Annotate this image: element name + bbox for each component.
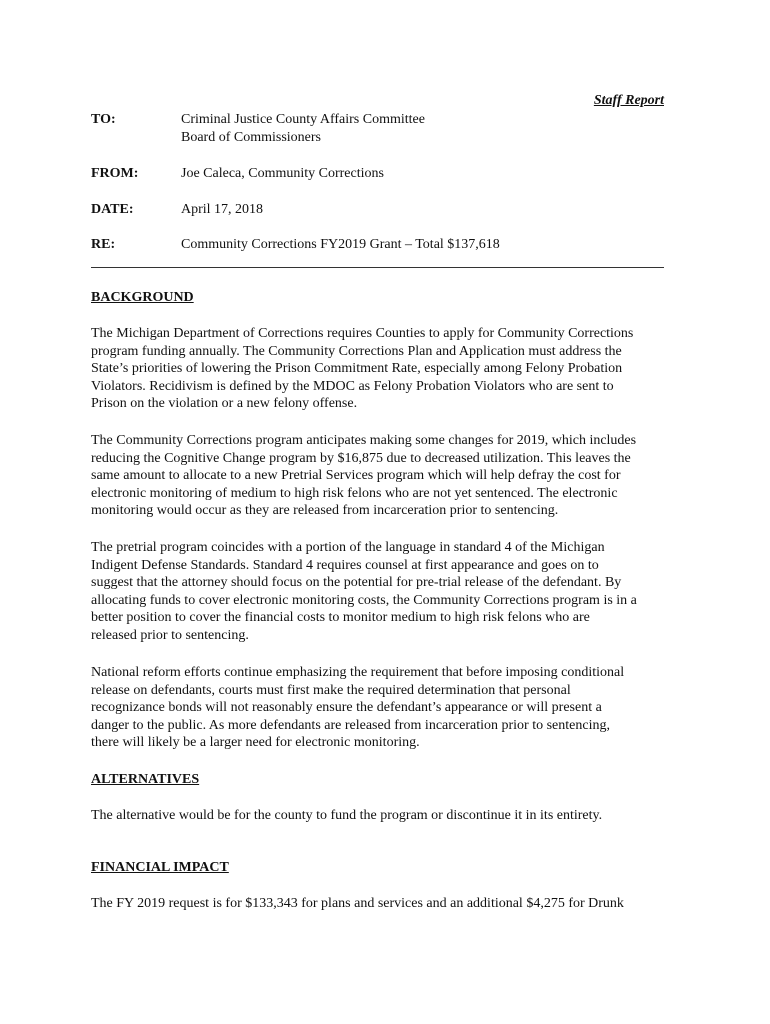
paragraph-line: release on defendants, courts must first make the required determination that personal [91, 682, 571, 698]
paragraph-line: released prior to sentencing. [91, 627, 249, 643]
paragraph-line: State’s priorities of lowering the Prison Commitment Rate, especially among Felony Probation [91, 361, 623, 376]
paragraph-line: danger to the public. As more defendants are released from incarceration prior to sentencing, [91, 717, 610, 733]
paragraph-line: there will likely be a larger need for electronic monitoring. [91, 735, 420, 750]
background-paragraph-2 [91, 432, 664, 520]
paragraph-line: Prison on the violation or a new felony offense. [91, 396, 358, 411]
alternatives-paragraph [91, 807, 664, 825]
memo-from-value: Joe Caleca, Community Corrections [181, 166, 384, 181]
paragraph-line: suggest that the attorney should focus on the potential for pre-trial release of the defendant. By [91, 575, 622, 590]
staff-report-label: Staff Report [593, 93, 664, 108]
paragraph-line: allocating funds to cover electronic monitoring costs, the Community Corrections program is in a [91, 592, 637, 608]
background-paragraph-1 [91, 325, 664, 413]
memo-date-label: DATE: [91, 202, 134, 217]
paragraph-line: The FY 2019 request is for $133,343 for plans and services and an additional $4,275 for Drunk [91, 896, 624, 911]
background-heading: BACKGROUND [91, 290, 194, 305]
paragraph-line: better position to cover the financial costs to monitor medium to high risk felons who are [91, 610, 590, 625]
paragraph-line: The alternative would be for the county to fund the program or discontinue it in its entirety. [91, 808, 603, 823]
paragraph-line: Indigent Defense Standards. Standard 4 requires counsel at first appearance and goes on to [91, 557, 599, 573]
header-divider [91, 267, 664, 268]
paragraph-line: The Community Corrections program anticipates making some changes for 2019, which includes [91, 433, 637, 448]
paragraph-line: National reform efforts continue emphasizing the requirement that before imposing conditional [91, 665, 625, 680]
paragraph-line: program funding annually. The Community Corrections Plan and Application must address the [91, 343, 622, 359]
background-paragraph-4 [91, 664, 664, 752]
memo-date-value: April 17, 2018 [181, 202, 264, 217]
paragraph-line: reducing the Cognitive Change program by $16,875 due to decreased utilization. This leaves the [91, 450, 631, 466]
financial-impact-heading: FINANCIAL IMPACT [91, 860, 229, 875]
paragraph-line: same amount to allocate to a new Pretrial Services program which will help defray the cost for [91, 468, 621, 483]
memo-re-label: RE: [91, 237, 116, 252]
memo-to-label: TO: [91, 112, 116, 127]
memo-from-label: FROM: [91, 166, 139, 181]
paragraph-line: Violators. Recidivism is defined by the MDOC as Felony Probation Violators who are sent to [91, 378, 614, 394]
paragraph-line: monitoring would occur as they are released from incarceration prior to sentencing. [91, 503, 559, 518]
paragraph-line: The pretrial program coincides with a portion of the language in standard 4 of the Michigan [91, 540, 605, 555]
alternatives-heading: ALTERNATIVES [91, 772, 200, 787]
paragraph-line: The Michigan Department of Corrections requires Counties to apply for Community Corrections [91, 326, 634, 341]
financial-impact-paragraph [91, 895, 664, 913]
memo-to-value-line1: Criminal Justice County Affairs Committee [181, 112, 425, 127]
memo-re-value: Community Corrections FY2019 Grant – Total $137,618 [181, 237, 500, 252]
memo-to-value-line2: Board of Commissioners [181, 130, 321, 145]
paragraph-line: electronic monitoring of medium to high risk felons who are not yet sentenced. The electronic [91, 485, 618, 501]
background-paragraph-3 [91, 539, 664, 644]
paragraph-line: recognizance bonds will not reasonably ensure the defendant’s appearance or will present a [91, 700, 602, 715]
